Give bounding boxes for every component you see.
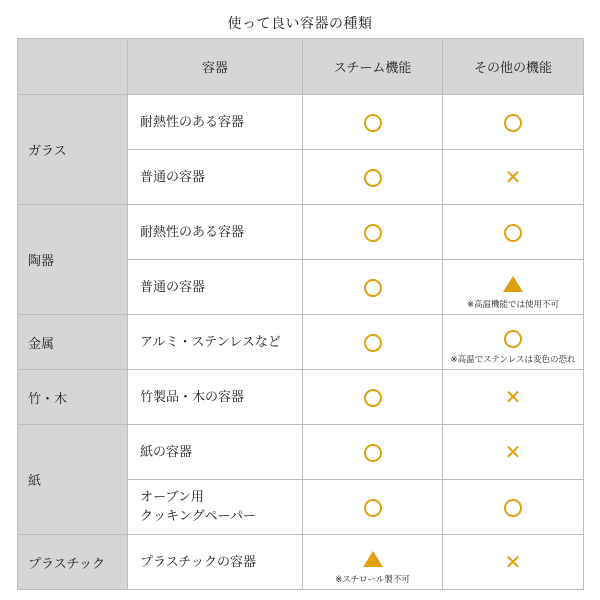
circle-mark-icon	[364, 444, 382, 462]
container-cell: アルミ・ステンレスなど	[128, 315, 303, 370]
triangle-mark-icon	[503, 276, 523, 292]
container-cell: プラスチックの容器	[128, 535, 303, 590]
other-cell	[443, 535, 584, 590]
container-cell: 竹製品・木の容器	[128, 370, 303, 425]
circle-mark-icon	[364, 114, 382, 132]
circle-mark-icon	[504, 499, 522, 517]
container-cell: 普通の容器	[128, 260, 303, 315]
category-cell: ガラス	[18, 95, 128, 205]
container-line: オーブン用	[140, 490, 204, 505]
table-row	[18, 425, 584, 480]
steam-cell	[303, 260, 443, 315]
header-corner	[18, 39, 128, 95]
page-title: 使って良い容器の種類	[227, 16, 373, 32]
other-cell	[443, 95, 584, 150]
circle-mark-icon	[364, 279, 382, 297]
cross-mark-icon: ✕	[504, 440, 522, 465]
circle-mark-icon	[504, 114, 522, 132]
container-cell: 耐熱性のある容器	[128, 95, 303, 150]
steam-cell	[303, 205, 443, 260]
category-cell: 陶器	[18, 205, 128, 315]
circle-mark-icon	[504, 330, 522, 348]
steam-cell	[303, 150, 443, 205]
other-cell	[443, 315, 584, 370]
header-row	[18, 39, 584, 95]
container-cell: 普通の容器	[128, 150, 303, 205]
cross-mark-icon: ✕	[504, 550, 522, 575]
container-cell	[128, 480, 303, 535]
category-cell: プラスチック	[18, 535, 128, 590]
triangle-mark-icon	[363, 551, 383, 567]
table-row	[18, 535, 584, 590]
cross-mark-icon: ✕	[504, 165, 522, 190]
mark-note: ※スチロール製不可	[335, 575, 410, 585]
category-cell: 竹・木	[18, 370, 128, 425]
table-body	[18, 95, 584, 590]
other-cell	[443, 480, 584, 535]
category-cell: 紙	[18, 425, 128, 535]
steam-cell	[303, 315, 443, 370]
circle-mark-icon	[504, 224, 522, 242]
other-cell	[443, 150, 584, 205]
circle-mark-icon	[364, 389, 382, 407]
other-cell	[443, 370, 584, 425]
header-other: その他の機能	[443, 39, 584, 95]
cross-mark-icon: ✕	[504, 385, 522, 410]
circle-mark-icon	[364, 334, 382, 352]
steam-cell	[303, 370, 443, 425]
category-cell: 金属	[18, 315, 128, 370]
mark-note: ※高温機能では使用不可	[466, 300, 560, 310]
table-row	[18, 370, 584, 425]
mark-note: ※高温でステンレスは変色の恐れ	[450, 355, 576, 365]
circle-mark-icon	[364, 169, 382, 187]
circle-mark-icon	[364, 224, 382, 242]
other-cell	[443, 425, 584, 480]
header-container: 容器	[128, 39, 303, 95]
table-row	[18, 95, 584, 150]
steam-cell	[303, 480, 443, 535]
container-cell: 耐熱性のある容器	[128, 205, 303, 260]
other-cell	[443, 205, 584, 260]
header-steam: スチーム機能	[303, 39, 443, 95]
table-row	[18, 205, 584, 260]
other-cell	[443, 260, 584, 315]
table-row	[18, 315, 584, 370]
circle-mark-icon	[364, 499, 382, 517]
steam-cell	[303, 95, 443, 150]
container-cell: 紙の容器	[128, 425, 303, 480]
container-table	[17, 38, 584, 590]
steam-cell	[303, 425, 443, 480]
steam-cell	[303, 535, 443, 590]
container-line: クッキングペーパー	[140, 509, 256, 524]
